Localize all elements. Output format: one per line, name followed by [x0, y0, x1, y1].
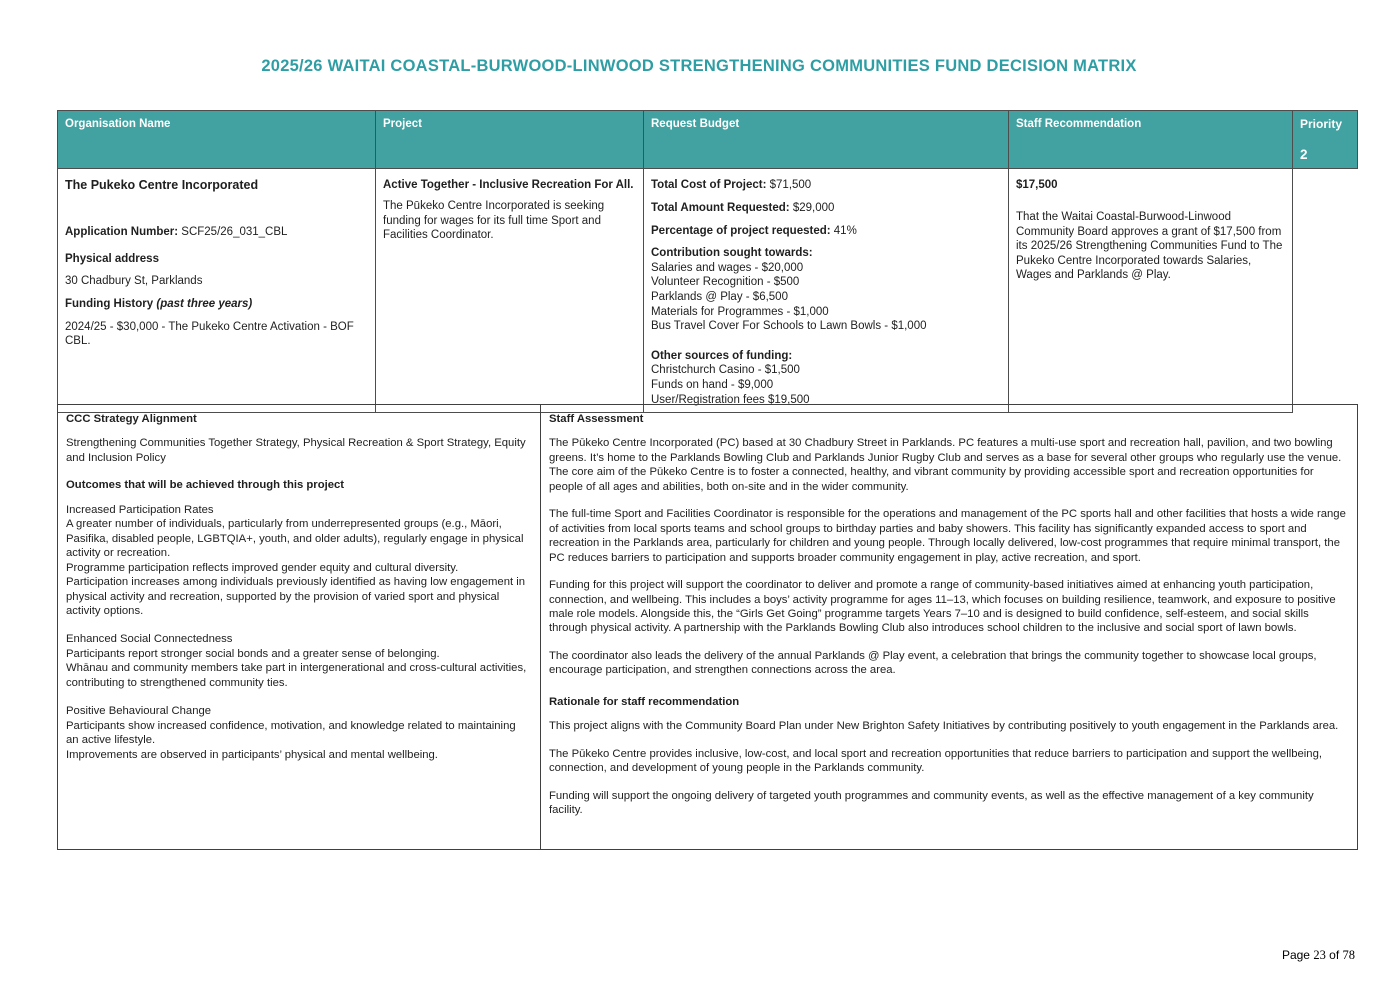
header-project: Project	[376, 111, 644, 169]
contribution-item: Parklands @ Play - $6,500	[651, 290, 788, 303]
outcome-line: Improvements are observed in participants’ physical and mental wellbeing.	[66, 748, 438, 761]
staff-assessment-cell	[541, 405, 1358, 850]
rationale-heading: Rationale for staff recommendation	[549, 695, 740, 708]
rationale-paragraph: The Pūkeko Centre provides inclusive, low-cost, and local sport and recreation opportunities that reduce barriers to participation and support the wellbeing, connection, and development of young people in the Parklands community.	[549, 747, 1323, 775]
other-funding-item: User/Registration fees $19,500	[651, 393, 810, 406]
funding-history: 2024/25 - $30,000 - The Pukeko Centre Activation - BOF CBL.	[65, 320, 354, 348]
staff-assessment-heading: Staff Assessment	[549, 413, 644, 425]
decision-matrix-table	[57, 110, 1358, 413]
amount-requested: Total Amount Requested: $29,000	[651, 201, 835, 214]
header-request-budget: Request Budget	[644, 111, 1009, 169]
assessment-paragraph: The full-time Sport and Facilities Coordinator is responsible for the operations and management of the PC sports hall and other facilities that hosts a wide range of activities from local sports teams and school groups to birthday parties and baby showers. This facility has significantly expanded access to sport and recreation in the Parklands area, particularly for children and young people. Through locally delivered, low-cost programmes that require minimal transport, the PC reduces barriers to participation and supports broader community engagement in play, active recreation, and sport.	[549, 508, 1346, 564]
contribution-item: Salaries and wages - $20,000	[651, 261, 804, 274]
outcome-block	[66, 503, 529, 619]
page-footer	[1282, 948, 1355, 963]
recommendation-text: That the Waitai Coastal-Burwood-Linwood Community Board approves a grant of $17,500 from its 2025/26 Strengthening Communities Fund to The Pukeko Centre Incorporated towards Salaries, Wages and Parklands @ Play.	[1016, 210, 1283, 282]
project-cell	[376, 169, 644, 413]
outcome-line: Participants show increased confidence, motivation, and knowledge related to maintaining an active lifestyle.	[66, 719, 516, 747]
percentage-requested: Percentage of project requested: 41%	[651, 224, 857, 237]
organisation-cell	[58, 169, 376, 413]
outcome-line: Increased Participation Rates	[66, 503, 214, 516]
rationale-paragraph: This project aligns with the Community Board Plan under New Brighton Safety Initiatives by contributing positively to youth engagement in the Parklands area.	[549, 720, 1339, 733]
other-funding-item: Christchurch Casino - $1,500	[651, 364, 800, 377]
header-organisation-name: Organisation Name	[58, 111, 376, 169]
assessment-paragraph: The coordinator also leads the delivery of the annual Parklands @ Play event, a celebration that brings the community together to showcase local groups, encourage participation, and strengthen connections across the area.	[549, 649, 1317, 677]
funding-history-label: Funding History (past three years)	[65, 298, 253, 311]
footer-page-word: Page	[1281, 948, 1310, 962]
contribution-label: Contribution sought towards:	[651, 247, 813, 260]
priority-cell	[1293, 111, 1358, 169]
physical-address: 30 Chadbury St, Parklands	[65, 275, 203, 288]
footer-total-pages: 78	[1342, 948, 1355, 962]
request-budget-cell	[644, 169, 1009, 413]
page-title: 2025/26 WAITAI COASTAL-BURWOOD-LINWOOD STRENGTHENING COMMUNITIES FUND DECISION MATRIX	[261, 57, 1137, 75]
footer-page-number: 23	[1313, 948, 1326, 962]
organisation-name: The Pukeko Centre Incorporated	[65, 178, 259, 193]
assessment-table	[57, 404, 1358, 850]
assessment-paragraph: The Pūkeko Centre Incorporated (PC) based at 30 Chadbury Street in Parklands. PC features a multi-use sport and recreation hall, pavilion, and two bowling greens. It’s home to the Parklands Bowling Club and Parklands Junior Rugby Club and serves as a base for several other groups who regularly use the venue. The core aim of the Pūkeko Centre is to foster a connected, healthy, and vibrant community by providing accessible sport and recreation opportunities for people of all ages and abilities, both on-site and in the wider community.	[549, 437, 1342, 493]
matrix-body-row	[58, 169, 1358, 413]
outcome-line: A greater number of individuals, particularly from underrepresented groups (e.g., Māori, Pasifika, disabled people, LGBTQIA+, youth, and older adults), regularly engage in physical activity or recreation.	[66, 518, 524, 560]
other-funding-label: Other sources of funding:	[651, 349, 793, 362]
outcome-line: Positive Behavioural Change	[66, 705, 212, 718]
outcome-line: Programme participation reflects improved gender equity and cultural diversity.	[66, 561, 459, 574]
project-description: The Pūkeko Centre Incorporated is seeking funding for wages for its full time Sport and Facilities Coordinator.	[383, 199, 605, 242]
priority-header: Priority	[1300, 117, 1343, 131]
matrix-header-row	[58, 111, 1358, 169]
outcome-line: Participation increases among individuals previously identified as having low engagement in physical activity and recreation, supported by the provision of varied sport and physical activity options.	[66, 576, 526, 617]
outcomes-heading: Outcomes that will be achieved through this project	[66, 479, 345, 492]
physical-address-label: Physical address	[65, 252, 159, 265]
strategy-alignment-text: Strengthening Communities Together Strategy, Physical Recreation & Sport Strategy, Equity and Inclusion Policy	[66, 437, 526, 464]
priority-value: 2	[1300, 147, 1308, 163]
strategy-alignment-cell	[58, 405, 541, 850]
footer-of-word: of	[1325, 948, 1343, 962]
strategy-heading: CCC Strategy Alignment	[66, 413, 197, 425]
outcome-line: Enhanced Social Connectedness	[66, 633, 233, 646]
contribution-item: Volunteer Recognition - $500	[651, 276, 800, 289]
assessment-row	[58, 405, 1358, 850]
outcome-line: Participants report stronger social bonds and a greater sense of belonging.	[66, 647, 440, 660]
outcome-block	[66, 704, 529, 762]
staff-recommendation-cell	[1009, 169, 1293, 413]
contribution-item: Materials for Programmes - $1,000	[651, 305, 829, 318]
other-funding-item: Funds on hand - $9,000	[651, 378, 774, 391]
outcome-line: Whānau and community members take part in intergenerational and cross-cultural activities, contributing to strengthened community ties.	[66, 662, 527, 689]
total-cost: Total Cost of Project: $71,500	[651, 179, 812, 192]
assessment-paragraph: Funding for this project will support the coordinator to deliver and promote a range of community-based initiatives aimed at enhancing youth participation, connection, and wellbeing. This includes a boys’ activity programme for ages 11–13, which focuses on building resilience, teamwork, and exposure to positive male role models. Alongside this, the “Girls Get Going” programme targets Years 7–10 and is designed to build confidence, self-esteem, and social skills through physical activity. A partnership with the Parklands Bowling Club also introduces school children to the inclusive and social sport of lawn bowls.	[549, 579, 1336, 635]
recommendation-amount: $17,500	[1016, 179, 1058, 192]
contribution-item: Bus Travel Cover For Schools to Lawn Bowls - $1,000	[651, 320, 927, 333]
project-title: Active Together - Inclusive Recreation For All.	[383, 179, 634, 192]
outcome-block	[66, 632, 529, 690]
header-staff-recommendation: Staff Recommendation	[1009, 111, 1293, 169]
application-number: Application Number: SCF25/26_031_CBL	[65, 226, 288, 239]
rationale-paragraph: Funding will support the ongoing delivery of targeted youth programmes and community events, as well as the effective management of a key community facility.	[549, 789, 1314, 817]
